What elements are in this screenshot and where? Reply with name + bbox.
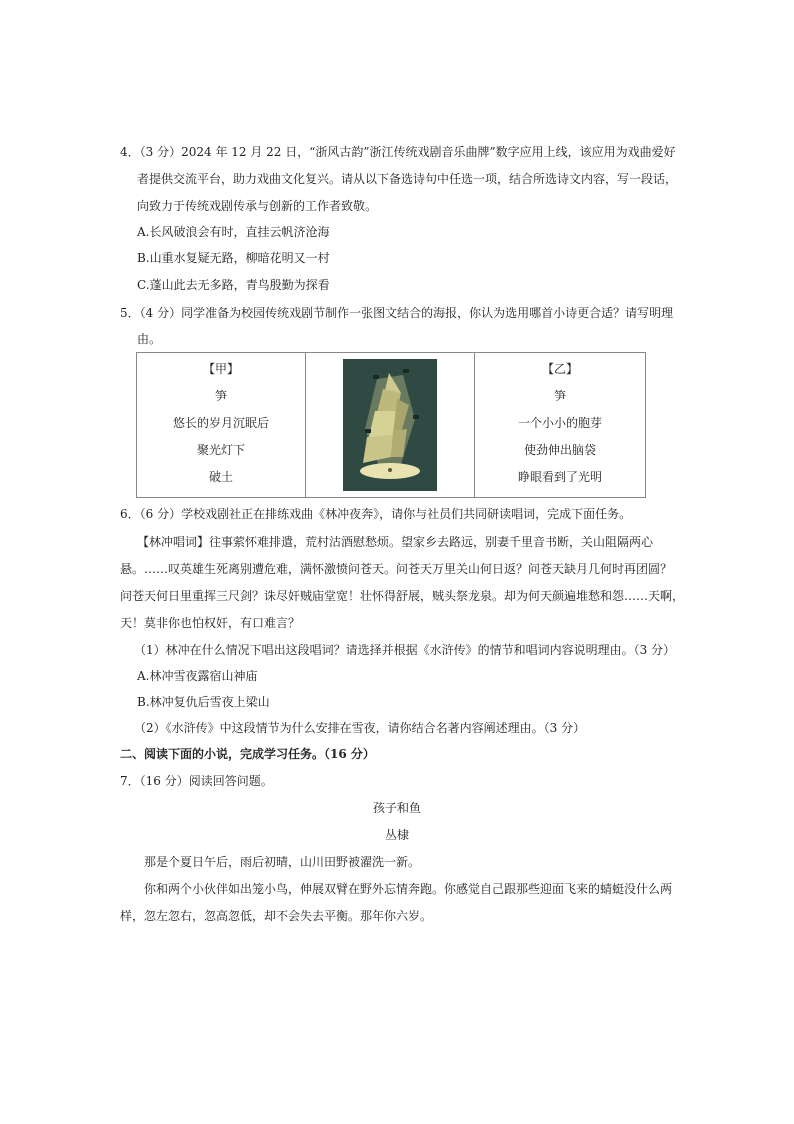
q5-line-1: 5．（4 分）同学准备为校园传统戏剧节制作一张图文结合的海报，你认为选用哪首小诗更合适？请写明理 bbox=[120, 306, 674, 320]
q6-lyric-line: 天！莫非你也怕权奸，有口难言？ bbox=[120, 616, 301, 630]
q7-line-1: 7．（16 分）阅读回答问题。 bbox=[120, 774, 273, 788]
poem-yi-line: 一个小小的胞芽 bbox=[517, 416, 602, 430]
poem-jia-line: 悠长的岁月沉眠后 bbox=[172, 416, 269, 430]
q6-sub-2: （2）《水浒传》中这段情节为什么安排在雪夜，请你结合名著内容阐述理由。（3 分） bbox=[134, 721, 586, 735]
poem-jia-line: 聚光灯下 bbox=[196, 443, 245, 457]
poem-yi-title: 笋 bbox=[553, 389, 566, 403]
poem-yi-label: 【乙】 bbox=[541, 362, 578, 376]
q4-line-2: 者提供交流平台，助力戏曲文化复兴。请从以下备选诗句中任选一项，结合所选诗文内容，写一段话， bbox=[137, 172, 678, 186]
q6-lyric-line: 问苍天何日里重挥三尺剑？诛尽奸贼庙堂宽！壮怀得舒展，贼头祭龙泉。却为何天颜遍堆愁和怨……天啊， bbox=[120, 589, 685, 603]
poem-jia-line: 破土 bbox=[208, 470, 233, 484]
q6-option-b: B.林冲复仇后雪夜上梁山 bbox=[137, 695, 270, 709]
section-2-heading: 二、阅读下面的小说，完成学习任务。（16 分） bbox=[120, 747, 375, 761]
q4-option-b: B.山重水复疑无路，柳暗花明又一村 bbox=[137, 251, 330, 265]
q6-lyric-line: 悬。……叹英雄生死离别遭危难，满怀激愤问苍天。问苍天万里关山何日返？问苍天缺月几何时再团圆？ bbox=[120, 562, 673, 576]
poem-yi-line: 使劲伸出脑袋 bbox=[523, 443, 596, 457]
poem-jia bbox=[137, 353, 306, 498]
q5-line-2: 由。 bbox=[137, 332, 162, 346]
poster-comparison-table bbox=[136, 352, 646, 498]
q6-lyric-line: 【林冲唱词】往事萦怀难排遣，荒村沽酒慰愁烦。望家乡去路远，别妻千里音书断，关山阻隔两心 bbox=[137, 535, 654, 549]
q6-line-1: 6．（6 分）学校戏剧社正在排练戏曲《林冲夜奔》，请你与社员们共同研读唱词，完成下面任务。 bbox=[120, 507, 632, 521]
story-title: 孩子和鱼 bbox=[372, 801, 421, 815]
poem-yi bbox=[475, 353, 646, 498]
story-author: 丛棣 bbox=[384, 828, 409, 842]
poem-jia-label: 【甲】 bbox=[202, 362, 239, 376]
story-paragraph-2-cont: 样，忽左忽右，忽高忽低，却不会失去平衡。那年你六岁。 bbox=[120, 909, 433, 923]
poster-image-cell bbox=[306, 353, 475, 498]
q6-sub-1: （1）林冲在什么情况下唱出这段唱词？请选择并根据《水浒传》的情节和唱词内容说明理由。（3 分） bbox=[134, 643, 676, 657]
q4-line-1: 4．（3 分）2024 年 12 月 22 日，“浙风古韵”浙江传统戏剧音乐曲牌”数字应用上线，该应用为戏曲爱好 bbox=[120, 145, 676, 159]
poem-jia-title: 笋 bbox=[214, 389, 227, 403]
story-paragraph-1: 那是个夏日午后，雨后初晴，山川田野被濯洗一新。 bbox=[144, 855, 421, 869]
bamboo-shoot-spotlight-image bbox=[343, 359, 437, 491]
q4-line-3: 向致力于传统戏剧传承与创新的工作者致敬。 bbox=[137, 199, 378, 213]
poem-yi-line: 睁眼看到了光明 bbox=[517, 470, 602, 484]
q4-option-a: A.长风破浪会有时，直挂云帆济沧海 bbox=[137, 225, 330, 239]
story-paragraph-2: 你和两个小伙伴如出笼小鸟，伸展双臂在野外忘情奔跑。你感觉自己跟那些迎面飞来的蜻蜓没什么两 bbox=[144, 882, 673, 896]
q6-option-a: A.林冲雪夜露宿山神庙 bbox=[137, 669, 258, 683]
q4-option-c: C.蓬山此去无多路，青鸟殷勤为探看 bbox=[137, 278, 330, 292]
